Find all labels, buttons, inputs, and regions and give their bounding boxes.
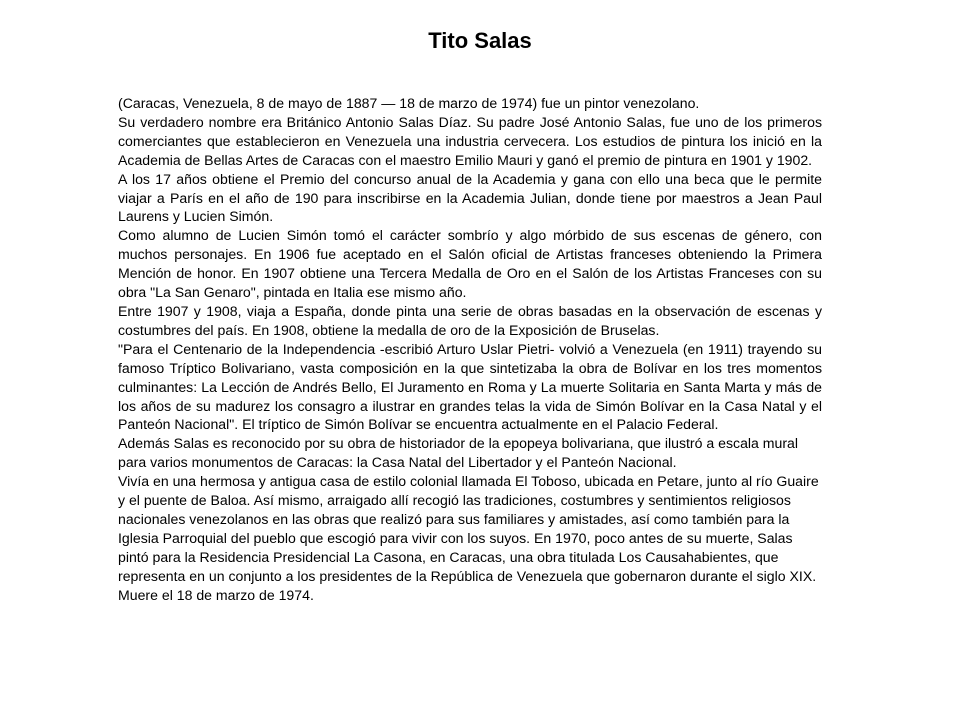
page-title: Tito Salas (428, 28, 532, 53)
paragraph-salon: Como alumno de Lucien Simón tomó el carácter sombrío y algo mórbido de sus escenas de género, con muchos personajes. En 1906 fue aceptado en el Salón oficial de Artistas franceses obteniendo la Primera Mención de honor. En 1907 obtiene una Tercera Medalla de Oro en el Salón de los Artistas Franceses con su obra "La San Genaro", pintada en Italia ese mismo año. (118, 227, 822, 301)
paragraph-origins: Su verdadero nombre era Británico Antonio Salas Díaz. Su padre José Antonio Salas, fue uno de los primeros comerciantes que establecieron en Venezuela una industria cervecera. Los estudios de pintura los inició en la Academia de Bellas Artes de Caracas con el maestro Emilio Mauri y ganó el premio de pintura en 1901 y 1902. (118, 113, 822, 168)
paragraph-triptych: "Para el Centenario de la Independencia -escribió Arturo Uslar Pietri- volvió a Venezuela (en 1911) trayendo su famoso Tríptico Bolivariano, vasta composición en la que sintetizaba la obra de Bolívar en los tres momentos culminantes: La Lección de Andrés Bello, El Juramento en Roma y La muerte Solitaria en Santa Marta y más de los años de su madurez los consagro a ilustrar en grandes telas la vida de Simón Bolívar en la Casa Natal y el Panteón Nacional". El tríptico de Simón Bolívar se encuentra actualmente en el Palacio Federal. (118, 340, 822, 433)
paragraph-scholarship: A los 17 años obtiene el Premio del concurso anual de la Academia y gana con ello una beca que le permite viajar a París en el año de 190 para inscribirse en la Academia Julian, donde tiene por maestros a Jean Paul Laurens y Lucien Simón. (118, 170, 822, 225)
paragraph-el-toboso: Vivía en una hermosa y antigua casa de estilo colonial llamada El Toboso, ubicada en Petare, junto al río Guaire y el puente de Baloa. Así mismo, arraigado allí recogió las tradiciones, costumbres y sentimientos religiosos nacionales venezolanos en las obras que realizó para sus familiares y amistades, así como también para la Iglesia Parroquial del pueblo que escogió para vivir con los suyos. En 1970, poco antes de su muerte, Salas pintó para la Residencia Presidencial La Casona, en Caracas, una obra titulada Los Causahabientes, que representa en un conjunto a los presidentes de la República de Venezuela que gobernaron durante el siglo XIX. Muere el 18 de marzo de 1974. (118, 473, 819, 603)
paragraph-historian: Además Salas es reconocido por su obra de historiador de la epopeya bolivariana, que ilustró a escala mural para varios monumentos de Caracas: la Casa Natal del Libertador y el Panteón Nacional. (118, 435, 799, 471)
paragraph-spain: Entre 1907 y 1908, viaja a España, donde pinta una serie de obras basadas en la observación de escenas y costumbres del país. En 1908, obtiene la medalla de oro de la Exposición de Bruselas. (118, 302, 822, 338)
biography-text (118, 94, 822, 604)
intro-paragraph: (Caracas, Venezuela, 8 de mayo de 1887 — 18 de marzo de 1974) fue un pintor venezolano. (118, 95, 700, 111)
